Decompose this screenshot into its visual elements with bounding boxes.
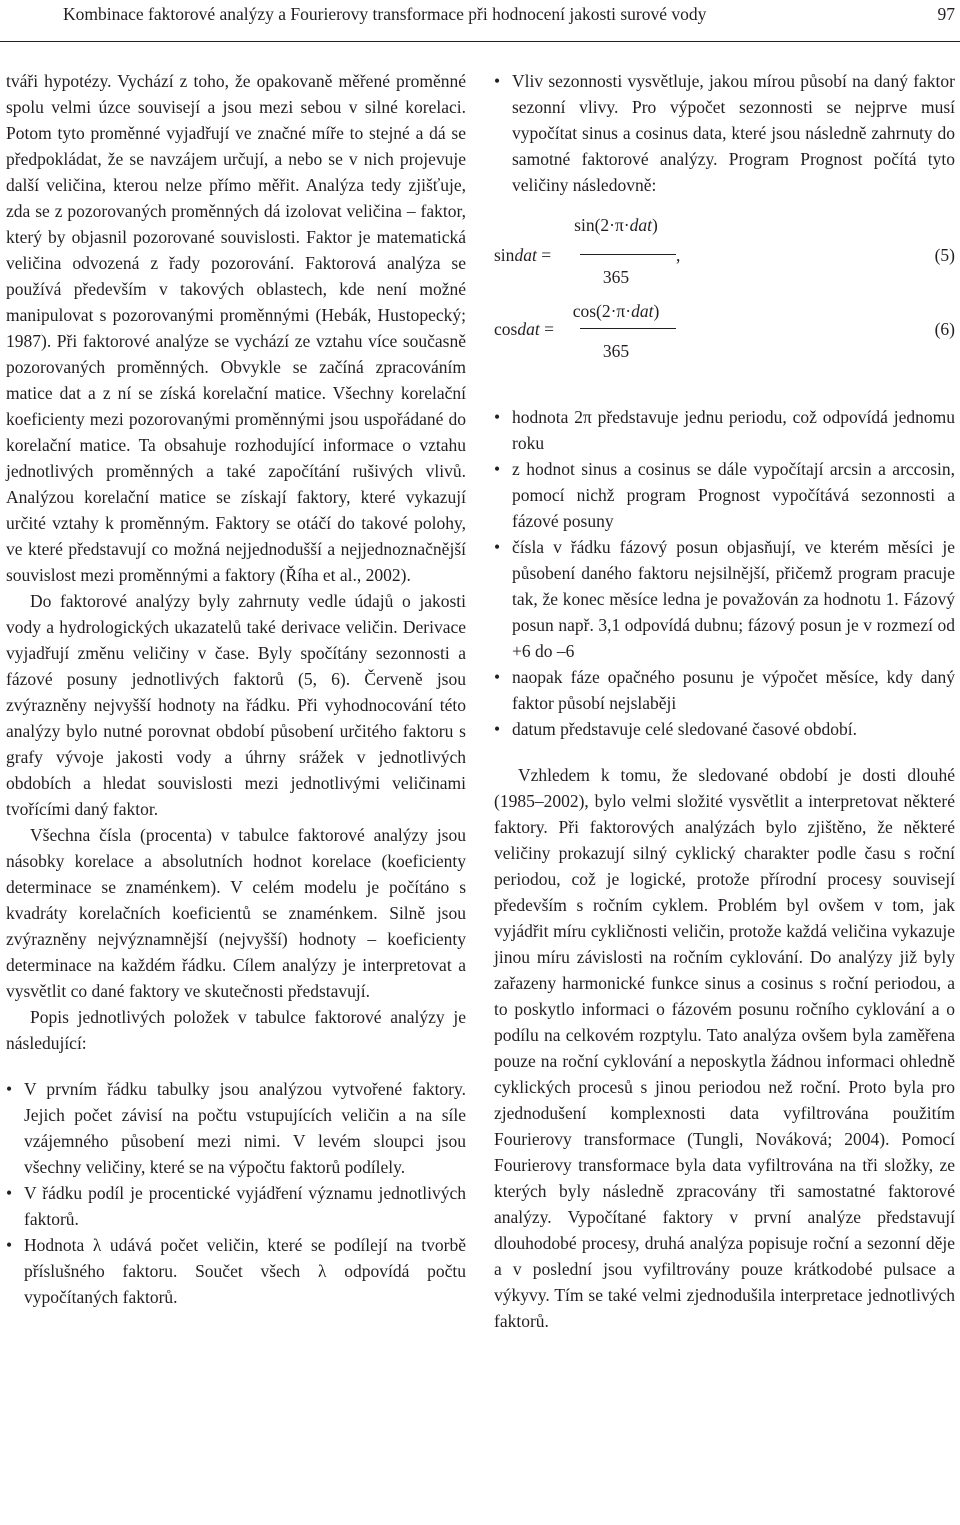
formula-5-lhs-var: dat [514, 245, 537, 265]
formula-6-number: (6) [934, 319, 955, 339]
list-item [6, 1180, 466, 1232]
paragraph-table-description-intro: Popis jednotlivých položek v tabulce faktorové analýzy je následující: [6, 1007, 466, 1053]
formula-6-lhs [494, 316, 554, 342]
list-item [494, 664, 955, 716]
formula-5-lhs [494, 242, 551, 268]
formula-5 [494, 212, 955, 298]
paragraph-analysis-inputs: Do faktorové analýzy byly zahrnuty vedle údajů o jakosti vody a hydrologických ukazatelů také derivace veličin. Derivace vyjadřují změnu veličiny v čase. Byly spočítány sezonnosti a fázové posuny jednotlivých faktorů (5, 6). Červeně jsou zvýrazněny nejvyšší hodnoty na řádku. Při vyhodnocování této analýzy bylo nutné porovnat období působení určitého faktoru s grafy vývoje jakosti vody a úhrny srážek v jednotlivých obdobích a hledat souvislosti mezi jednotlivými veličinami tvořícími daný faktor. [6, 591, 466, 819]
bullet-mark: • [494, 407, 501, 427]
list-item-text: V prvním řádku tabulky jsou analýzou vytvořené faktory. Jejich počet závisí na počtu vstupujících veličin a na síle vzájemného působení mezi nimi. V levém sloupci jsou všechny veličiny, které se na výpočtu faktorů podílely. [24, 1079, 466, 1177]
formula-6-numerator-var: dat [631, 301, 654, 321]
formula-5-number: (5) [934, 245, 955, 265]
formula-6-numerator-fn: cos(2·π· [572, 301, 632, 321]
formula-5-numerator-var: dat [629, 215, 653, 235]
bullet-list-table-items [6, 1076, 466, 1310]
formula-6-numerator [556, 298, 676, 324]
formula-6-lhs-var: dat [517, 319, 540, 339]
list-item [6, 1232, 466, 1310]
list-item [494, 68, 955, 198]
bullet-list-prognost-notes [494, 404, 955, 742]
page-number: 97 [937, 4, 955, 24]
list-item-text: hodnota 2π představuje jednu periodu, což odpovídá jednomu roku [512, 407, 955, 453]
formula-5-fraction-bar [580, 254, 676, 255]
left-column [6, 68, 466, 1310]
spacer [494, 384, 955, 404]
bullet-mark: • [6, 1183, 13, 1203]
formula-6-lhs-fn: cos [494, 319, 518, 339]
paragraph-table-numbers: Všechna čísla (procenta) v tabulce faktorové analýzy jsou násobky korelace a absolutních hodnot korelace (koeficienty determinace se znaménkem). V celém modelu je počítáno s kvadráty korelačních koeficientů se znaménkem. Silně jsou zvýrazněny nejvýznamnější (nejvyšší) hodnoty – koeficienty determinace na každém řádku. Cílem analýzy je interpretovat a vysvětlit co dané faktory ve skutečnosti představují. [6, 825, 466, 1001]
bullet-mark: • [494, 459, 501, 479]
formula-5-tail: , [676, 245, 681, 265]
bullet-mark: • [494, 667, 501, 687]
paragraph-fourier-motivation: Vzhledem k tomu, že sledované období je dosti dlouhé (1985–2002), bylo velmi složité vysvětlit a interpretovat některé faktory. Při faktorových analýzách bylo zjištěno, že některé veličiny prokazují silný cyklický charakter podle času s roční periodou, což je logické, protože přírodní procesy souvisejí především s ročním cyklem. Problém byl ovšem v tom, jak vyjádřit míru cykličnosti veličin, protože každá veličina vykazuje jinou míru závislosti na ročním cyklování. Do analýzy již byly zařazeny harmonické funkce sinus a cosinus s roční periodou, a to poskytlo informaci o fázovém posunu ročního cyklování a o podílu na celkovém rozptylu. Tato analýza ovšem byla zaměřena pouze na roční cyklování a neposkytla žádnou informaci ohledně cyklických procesů s jinou periodou než roční. Proto byla pro zjednodušení komplexnosti data vyfiltrována použitím Fourierovy transformace (Tungli, Nováková; 2004). Pomocí Fourierovy transformace byla data vyfiltrována na tři složky, ze kterých byly následně zpracovány tři samostatné faktorové analýzy. Vypočítané faktory v první analýze představují dlouhodobé procesy, druhá analýza popisuje roční a sezonní děje a v poslední jsou vyfiltrovány pouze krátkodobé pulsace a výkyvy. Tím se také velmi zjednodušila interpretace jednotlivých faktorů. [494, 765, 955, 1331]
paragraph-factor-analysis-theory: tváři hypotézy. Vychází z toho, že opakovaně měřené proměnné spolu velmi úzce souvisejí a jsou mezi sebou v silné korelaci. Potom tyto proměnné vyjadřují ve značné míře to stejné a dá se předpokládat, že se navzájem určují, a nebo se v nich projevuje další veličina, kterou nelze přímo měřit. Analýza tedy zjišťuje, zda se z pozorovaných proměnných dá izolovat veličina – faktor, který by objasnil pozorované souvislosti. Faktor je matematická veličina odvozená z řady pozorování. Faktorová analýza se používá především v takových oblastech, kde není možné manipulovat s pozorovanými proměnnými (Hebák, Hustopecký; 1987). Při faktorové analýze se vychází ze vztahu více současně pozorovaných proměnných. Obvykle se začíná zpracováním matice dat a z ní se získá korelační matice. Všechny korelační koeficienty mezi pozorovanými proměnnými jsou uspořádané do korelační matice. Ta obsahuje rozhodující informace o vztahu jednotlivých proměnných a také započítání rušivých vlivů. Analýzou korelační matice se získají faktory, které vykazují určité vztahy k proměnným. Faktory se otáčí do takové polohy, ve které představují co možná nejjednodušší a nejjednoznačnější souvislost mezi proměnnými a faktory (Říha et al., 2002). [6, 71, 466, 585]
formula-6 [494, 298, 955, 384]
list-item [494, 716, 955, 742]
formula-5-numerator-fn: sin(2·π· [574, 215, 630, 235]
right-column [494, 68, 955, 1334]
list-item [494, 534, 955, 664]
spacer [494, 742, 955, 762]
formula-5-numerator [556, 212, 676, 238]
list-item [6, 1076, 466, 1180]
list-item-text: Vliv sezonnosti vysvětluje, jakou mírou působí na daný faktor sezonní vlivy. Pro výpočet sezonnosti se nejprve musí vypočítat sinus a cosinus data, které jsou následně zahrnuty do samotné faktorové analýzy. Program Prognost počítá tyto veličiny následovně: [512, 71, 955, 195]
list-item [494, 404, 955, 456]
formula-5-equals: = [541, 245, 552, 265]
bullet-list-seasonality [494, 68, 955, 198]
list-item-text: V řádku podíl je procentické vyjádření významu jednotlivých faktorů. [24, 1183, 466, 1229]
formula-6-denominator: 365 [602, 341, 630, 361]
formula-5-denominator: 365 [602, 267, 630, 287]
formula-6-fraction-bar [580, 328, 676, 329]
bullet-mark: • [494, 71, 501, 91]
bullet-mark: • [494, 537, 501, 557]
header-rule [0, 41, 960, 42]
formula-6-numerator-close: ) [653, 301, 660, 321]
list-item [494, 456, 955, 534]
running-head [63, 4, 955, 26]
bullet-mark: • [494, 719, 501, 739]
list-item-text: čísla v řádku fázový posun objasňují, ve kterém měsíci je působení daného faktoru nejsilnější, přičemž program pracuje tak, že konec měsíce ledna je považován za hodnotu 1. Fázový posun např. 3,1 odpovídá dubnu; fázový posun je v rozmezí od +6 do –6 [512, 537, 955, 661]
formula-6-equals: = [544, 319, 554, 339]
list-item-text: datum představuje celé sledované časové období. [512, 719, 858, 739]
bullet-mark: • [6, 1235, 13, 1255]
bullet-mark: • [6, 1079, 13, 1099]
running-head-title: Kombinace faktorové analýzy a Fourierovy transformace při hodnocení jakosti surové vody [63, 4, 707, 24]
list-item-text: Hodnota λ udává počet veličin, které se podílejí na tvorbě příslušného faktoru. Součet všech λ odpovídá počtu vypočítaných faktorů. [24, 1235, 466, 1307]
formula-5-numerator-close: ) [652, 215, 658, 235]
spacer [6, 1056, 466, 1076]
formula-5-lhs-fn: sin [494, 245, 515, 265]
list-item-text: naopak fáze opačného posunu je výpočet měsíce, kdy daný faktor působí nejslaběji [512, 667, 955, 713]
list-item-text: z hodnot sinus a cosinus se dále vypočítají arcsin a arccosin, pomocí nichž program Prognost vypočítává sezonnosti a fázové posuny [512, 459, 955, 531]
